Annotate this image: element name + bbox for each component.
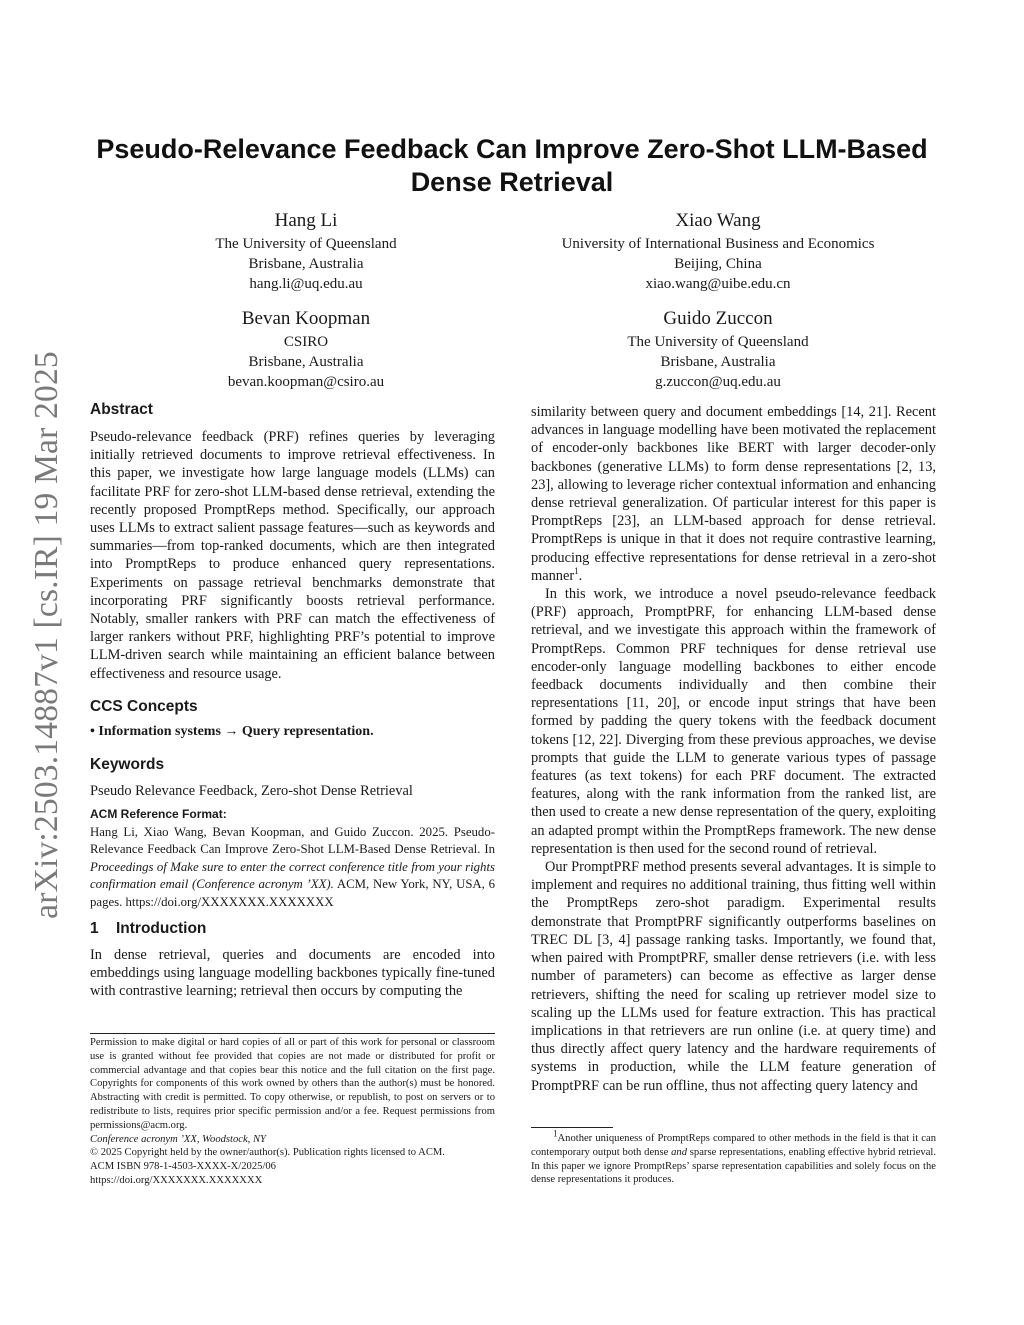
footnote-mark: 1 bbox=[553, 1128, 558, 1139]
acm-reference-proceedings: Proceedings of Make sure to enter the correct conference title from your rights confirmation email (Conference acronym ’XX). bbox=[90, 859, 495, 891]
author-email: bevan.koopman@csiro.au bbox=[227, 374, 385, 390]
intro-paragraph: similarity between query and document embeddings [14, 21]. Recent advances in language modelling have been motivated the replacement of encoder-only backbones like BERT with larger decoder-only backbones (generative LLMs) to form dense representations [2, 13, 23], allowing to leverage richer contextual information and enhancing dense retrieval generalization. Of particular interest for this paper is PromptReps [23], an LLM-based approach for dense retrieval. PromptReps is unique in that it does not require contrastive learning, producing effective representations for dense retrieval in a zero-shot manner$^1$. bbox=[531, 404, 936, 584]
author-block bbox=[518, 306, 918, 392]
ccs-concepts bbox=[90, 723, 495, 741]
author-location: Brisbane, Australia bbox=[248, 256, 364, 272]
author-name: Bevan Koopman bbox=[241, 308, 371, 329]
author-email: g.zuccon@uq.edu.au bbox=[655, 374, 781, 390]
isbn-line: ACM ISBN 978-1-4503-XXXX-X/2025/06 bbox=[90, 1161, 276, 1173]
acm-reference-tail: ACM, New York, NY, USA, 6 pages. https://doi.org/XXXXXXX.XXXXXXX bbox=[90, 877, 495, 909]
footnote-ref[interactable]: 1 bbox=[574, 566, 579, 577]
intro-title: Introduction bbox=[116, 920, 207, 937]
author-affiliation: The University of Queensland bbox=[627, 334, 809, 350]
keywords-body bbox=[90, 782, 495, 800]
intro-paragraph: In this work, we introduce a novel pseudo-relevance feedback (PRF) approach, PromptPRF, for enhancing LLM-based dense retrieval, and we investigate this approach within the framework of PromptReps. Common PRF techniques for dense retrieval use encoder-only language modelling backbones to either encode feedback documents individually and then combine their representations [11, 20], or encode input strings that have been formed by padding the query tokens with the feedback document tokens [12, 22]. Diverging from these previous approaches, we devise prompts that guide the LLM to generate various types of passage features (as text tokens) for each PRF document. The extracted features, along with the rank information from the ranked list, are then used to create a new dense representation of the query, exploiting an adapted prompt within the PromptReps framework. The new dense representation is then used for the second round of retrieval. bbox=[531, 586, 936, 857]
author-name: Hang Li bbox=[274, 210, 338, 231]
abstract-text: Pseudo-relevance feedback (PRF) refines queries by leveraging initially retrieved documents to improve retrieval effectiveness. In this paper, we investigate how large language models (LLMs) can facilitate PRF for zero-shot LLM-based dense retrieval, extending the recently proposed PromptReps method. Specifically, our approach uses LLMs to extract salient passage features—such as keywords and summaries—from top-ranked documents, which are then integrated into PromptReps to produce enhanced query representations. Experiments on passage retrieval benchmarks demonstrate that incorporating PRF significantly boosts retrieval performance. Notably, smaller rankers with PRF can match the effectiveness of larger rankers without PRF, highlighting PRF’s potential to improve LLM-driven search while maintaining an efficient balance between effectiveness and resource usage. bbox=[90, 429, 495, 682]
author-location: Brisbane, Australia bbox=[248, 354, 364, 370]
abstract-heading: Abstract bbox=[90, 401, 153, 418]
permission-text: Permission to make digital or hard copies of all or part of this work for personal or classroom use is granted without fee provided that copies are not made or distributed for profit or commercial advantage and that copies bear this notice and the full citation on the first page. Copyrights for components of this work owned by others than the author(s) must be honored. Abstracting with credit is permitted. To copy otherwise, or republish, to post on servers or to redistribute to lists, requires prior specific permission and/or a fee. Request permissions from permissions@acm.org. bbox=[90, 1037, 495, 1131]
paper-title: Pseudo-Relevance Feedback Can Improve Zero-Shot LLM-Based Dense Retrieval bbox=[96, 134, 928, 197]
author-block bbox=[156, 208, 456, 294]
acm-reference-heading: ACM Reference Format: bbox=[90, 807, 227, 821]
author-block bbox=[518, 208, 918, 294]
intro-right bbox=[531, 403, 936, 1095]
author-location: Beijing, China bbox=[674, 256, 762, 272]
ccs-line: • Information systems → Query representation. bbox=[90, 724, 374, 739]
author-affiliation: CSIRO bbox=[283, 334, 329, 350]
footnote-divider bbox=[90, 1033, 495, 1034]
footnote-1: $^1$Another uniqueness of PromptReps compared to other methods in the field is that it can contemporary output both dense and sparse representations, enabling effective hybrid retrieval. In this paper we ignore PromptReps’ sparse representation capabilities and solely focus on the dense representations it produces. bbox=[531, 1128, 936, 1186]
intro-heading bbox=[90, 920, 206, 938]
intro-left-paragraph: In dense retrieval, queries and documents are encoded into embeddings using language modelling backbones typically fine-tuned with contrastive learning; retrieval then occurs by computing the bbox=[90, 947, 495, 1000]
author-affiliation: The University of Queensland bbox=[215, 236, 397, 252]
author-email: hang.li@uq.edu.au bbox=[249, 276, 363, 292]
acm-reference bbox=[90, 806, 495, 911]
footnote-divider bbox=[531, 1127, 613, 1128]
author-block bbox=[156, 306, 456, 392]
author-email: xiao.wang@uibe.edu.cn bbox=[645, 276, 791, 292]
conference-line: Conference acronym ’XX, Woodstock, NY bbox=[90, 1133, 266, 1145]
abstract-body bbox=[90, 428, 495, 683]
intro-left bbox=[90, 946, 495, 1001]
author-location: Brisbane, Australia bbox=[660, 354, 776, 370]
author-affiliation: University of International Business and Economics bbox=[561, 236, 875, 252]
author-name: Guido Zuccon bbox=[663, 308, 773, 329]
permission-block bbox=[90, 1036, 495, 1188]
intro-number: 1 bbox=[90, 920, 99, 937]
keywords-heading: Keywords bbox=[90, 756, 165, 773]
copyright-line: © 2025 Copyright held by the owner/author(s). Publication rights licensed to ACM. bbox=[90, 1147, 445, 1159]
ccs-heading: CCS Concepts bbox=[90, 698, 198, 715]
keywords-text: Pseudo Relevance Feedback, Zero-shot Dense Retrieval bbox=[90, 783, 413, 799]
doi-line: https://doi.org/XXXXXXX.XXXXXXX bbox=[90, 1174, 263, 1186]
arxiv-stamp: arXiv:2503.14887v1 [cs.IR] 19 Mar 2025 bbox=[28, 351, 65, 919]
intro-paragraph: Our PromptPRF method presents several advantages. It is simple to implement and requires no additional training, thus fitting well within the PromptReps zero-shot paradigm. Experimental results demonstrate that PromptPRF significantly outperforms baselines on TREC DL [3, 4] passage ranking tasks. Importantly, we found that, when paired with PromptPRF, smaller dense retrievers (i.e. with less number of parameters) can become as effective as larger dense retrievers, shifting the need for scaling up retriever model size to scaling up the LLMs used for feature extraction. This has practical implications in that retrievers are run online (i.e. at query time) and thus directly affect query latency and the hardware requirements of systems in production, while the LLM feature generation of PromptPRF can be run offline, thus not affecting query latency and bbox=[531, 859, 936, 1094]
author-name: Xiao Wang bbox=[675, 210, 761, 231]
acm-reference-text: Hang Li, Xiao Wang, Bevan Koopman, and Guido Zuccon. 2025. Pseudo-Relevance Feedback Can Improve Zero-Shot LLM-Based Dense Retrieval. In bbox=[90, 824, 495, 856]
